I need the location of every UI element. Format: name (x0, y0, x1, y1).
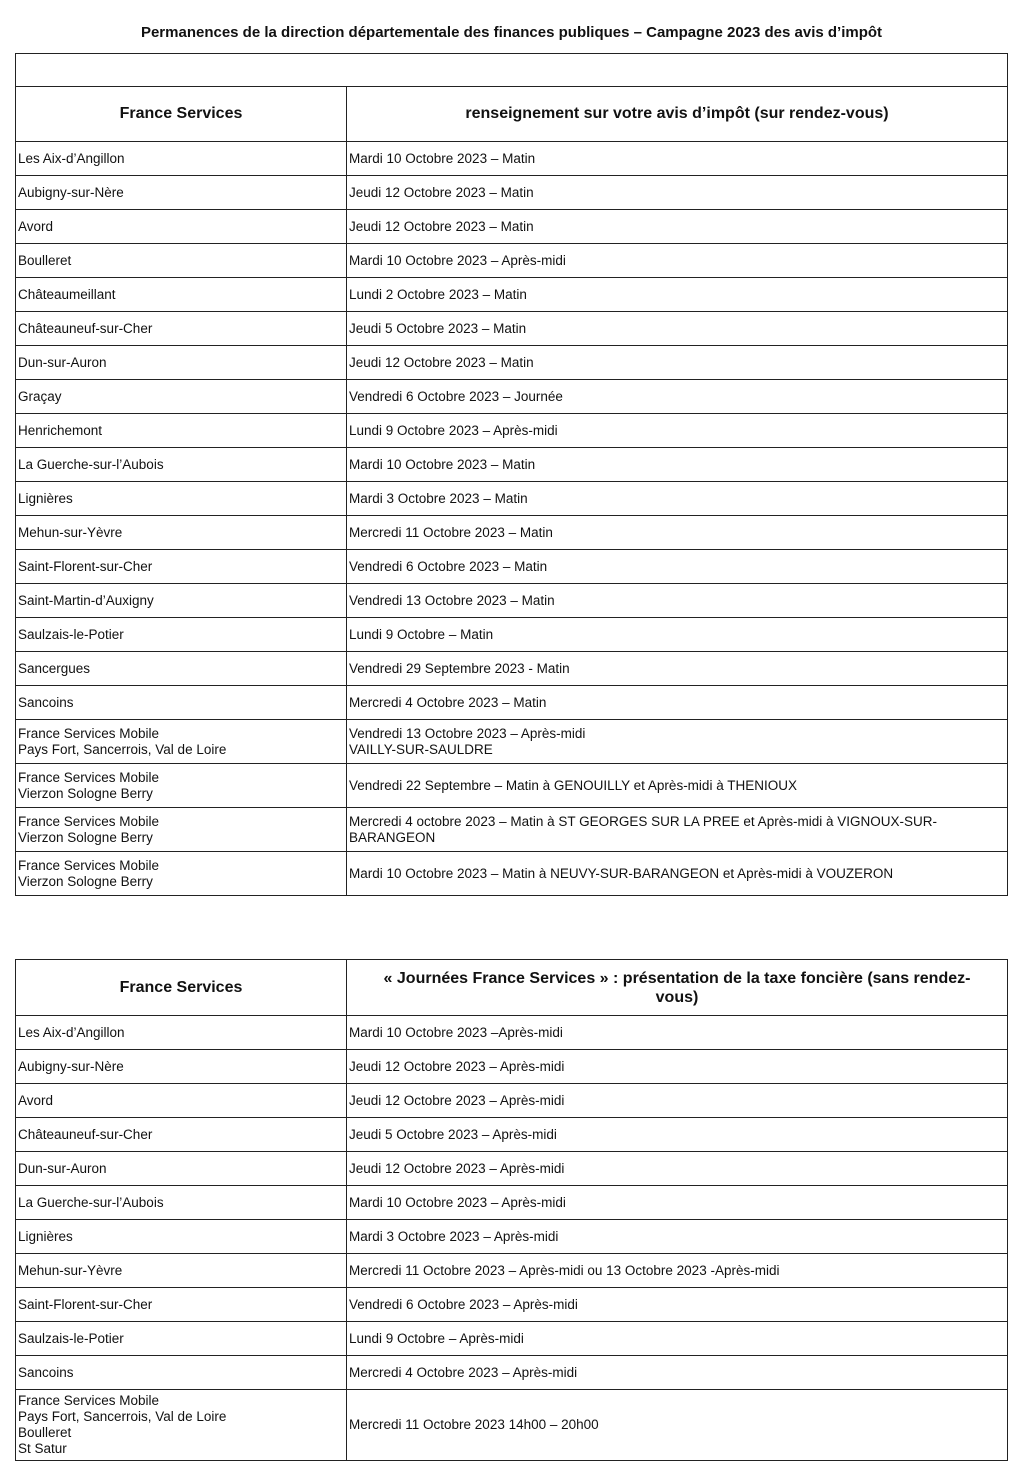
table-row (16, 380, 1008, 414)
table-row (16, 142, 1008, 176)
table-row (16, 1016, 1008, 1050)
date-cell: Jeudi 12 Octobre 2023 – Matin (347, 346, 1008, 380)
column-header-france-services: France Services (16, 960, 347, 1016)
date-cell: Vendredi 29 Septembre 2023 - Matin (347, 652, 1008, 686)
place-cell: Châteauneuf-sur-Cher (16, 312, 347, 346)
place-cell: France Services Mobile Pays Fort, Sancerrois, Val de Loire Boulleret St Satur (16, 1390, 347, 1461)
date-cell: Vendredi 13 Octobre 2023 – Après-midi VAILLY-SUR-SAULDRE (347, 720, 1008, 764)
table-row (16, 686, 1008, 720)
date-cell: Mardi 10 Octobre 2023 – Après-midi (347, 244, 1008, 278)
table-row (16, 448, 1008, 482)
place-cell: France Services Mobile Vierzon Sologne Berry (16, 764, 347, 808)
column-header-schedule: « Journées France Services » : présentation de la taxe foncière (sans rendez-vous) (347, 960, 1008, 1016)
date-cell: Jeudi 12 Octobre 2023 – Après-midi (347, 1084, 1008, 1118)
date-cell: Mardi 3 Octobre 2023 – Matin (347, 482, 1008, 516)
date-cell: Vendredi 6 Octobre 2023 – Journée (347, 380, 1008, 414)
date-cell: Mercredi 4 octobre 2023 – Matin à ST GEORGES SUR LA PREE et Après-midi à VIGNOUX-SUR-BARANGEON (347, 808, 1008, 852)
table-row (16, 346, 1008, 380)
table-header-row (16, 960, 1008, 1016)
place-cell: Lignières (16, 1220, 347, 1254)
place-cell: Boulleret (16, 244, 347, 278)
place-cell: Graçay (16, 380, 347, 414)
table-row (16, 1390, 1008, 1461)
place-cell: Châteaumeillant (16, 278, 347, 312)
place-cell: Sancoins (16, 1356, 347, 1390)
place-cell: Sancergues (16, 652, 347, 686)
page-title: Permanences de la direction départementale des finances publiques – Campagne 2023 des avis d’impôt (140, 24, 883, 41)
schedule-table-appointments (15, 53, 1008, 896)
place-cell: Saulzais-le-Potier (16, 618, 347, 652)
date-cell: Vendredi 22 Septembre – Matin à GENOUILLY et Après-midi à THENIOUX (347, 764, 1008, 808)
place-cell: Les Aix-d’Angillon (16, 1016, 347, 1050)
date-cell: Mardi 3 Octobre 2023 – Après-midi (347, 1220, 1008, 1254)
place-cell: Saint-Martin-d’Auxigny (16, 584, 347, 618)
date-cell: Mercredi 11 Octobre 2023 14h00 – 20h00 (347, 1390, 1008, 1461)
date-cell: Mardi 10 Octobre 2023 – Matin (347, 142, 1008, 176)
place-cell: Avord (16, 210, 347, 244)
table-row (16, 482, 1008, 516)
date-cell: Mardi 10 Octobre 2023 – Matin (347, 448, 1008, 482)
place-cell: Mehun-sur-Yèvre (16, 1254, 347, 1288)
date-cell: Mercredi 11 Octobre 2023 – Après-midi ou 13 Octobre 2023 -Après-midi (347, 1254, 1008, 1288)
table-row (16, 1186, 1008, 1220)
date-cell: Mardi 10 Octobre 2023 – Après-midi (347, 1186, 1008, 1220)
table-row (16, 1152, 1008, 1186)
table-row (16, 414, 1008, 448)
table-row (16, 516, 1008, 550)
place-cell: Mehun-sur-Yèvre (16, 516, 347, 550)
date-cell: Jeudi 12 Octobre 2023 – Après-midi (347, 1050, 1008, 1084)
table-row (16, 210, 1008, 244)
date-cell: Mercredi 4 Octobre 2023 – Matin (347, 686, 1008, 720)
place-cell: Lignières (16, 482, 347, 516)
date-cell: Jeudi 5 Octobre 2023 – Après-midi (347, 1118, 1008, 1152)
date-cell: Jeudi 12 Octobre 2023 – Matin (347, 176, 1008, 210)
date-cell: Vendredi 13 Octobre 2023 – Matin (347, 584, 1008, 618)
place-cell: Saint-Florent-sur-Cher (16, 1288, 347, 1322)
table-row (16, 1220, 1008, 1254)
date-cell: Vendredi 6 Octobre 2023 – Après-midi (347, 1288, 1008, 1322)
schedule-table-property-tax (15, 959, 1008, 1461)
place-cell: Dun-sur-Auron (16, 346, 347, 380)
place-cell: Les Aix-d’Angillon (16, 142, 347, 176)
table-row (16, 176, 1008, 210)
date-cell: Jeudi 12 Octobre 2023 – Matin (347, 210, 1008, 244)
date-cell: Mardi 10 Octobre 2023 – Matin à NEUVY-SUR-BARANGEON et Après-midi à VOUZERON (347, 852, 1008, 896)
empty-cell (16, 54, 1008, 87)
place-cell: Dun-sur-Auron (16, 1152, 347, 1186)
place-cell: La Guerche-sur-l’Aubois (16, 1186, 347, 1220)
column-header-schedule: renseignement sur votre avis d’impôt (sur rendez-vous) (347, 87, 1008, 142)
place-cell: Avord (16, 1084, 347, 1118)
date-cell: Vendredi 6 Octobre 2023 – Matin (347, 550, 1008, 584)
place-cell: Sancoins (16, 686, 347, 720)
table-row (16, 1322, 1008, 1356)
table-row (16, 1118, 1008, 1152)
table-row (16, 808, 1008, 852)
place-cell: Châteauneuf-sur-Cher (16, 1118, 347, 1152)
table-row (16, 618, 1008, 652)
table-row (16, 312, 1008, 346)
table-row (16, 720, 1008, 764)
table-row (16, 652, 1008, 686)
table-row (16, 244, 1008, 278)
date-cell: Mardi 10 Octobre 2023 –Après-midi (347, 1016, 1008, 1050)
date-cell: Jeudi 5 Octobre 2023 – Matin (347, 312, 1008, 346)
date-cell: Lundi 9 Octobre – Matin (347, 618, 1008, 652)
date-cell: Mercredi 11 Octobre 2023 – Matin (347, 516, 1008, 550)
column-header-france-services: France Services (16, 87, 347, 142)
date-cell: Lundi 9 Octobre 2023 – Après-midi (347, 414, 1008, 448)
table-header-row (16, 87, 1008, 142)
place-cell: France Services Mobile Vierzon Sologne Berry (16, 808, 347, 852)
table-row (16, 1254, 1008, 1288)
place-cell: Henrichemont (16, 414, 347, 448)
place-cell: Aubigny-sur-Nère (16, 176, 347, 210)
place-cell: France Services Mobile Pays Fort, Sancerrois, Val de Loire (16, 720, 347, 764)
table-row (16, 278, 1008, 312)
date-cell: Lundi 2 Octobre 2023 – Matin (347, 278, 1008, 312)
table-row (16, 1356, 1008, 1390)
table-row (16, 1084, 1008, 1118)
place-cell: La Guerche-sur-l’Aubois (16, 448, 347, 482)
place-cell: Saulzais-le-Potier (16, 1322, 347, 1356)
table-row (16, 1288, 1008, 1322)
place-cell: France Services Mobile Vierzon Sologne Berry (16, 852, 347, 896)
date-cell: Lundi 9 Octobre – Après-midi (347, 1322, 1008, 1356)
date-cell: Mercredi 4 Octobre 2023 – Après-midi (347, 1356, 1008, 1390)
date-cell: Jeudi 12 Octobre 2023 – Après-midi (347, 1152, 1008, 1186)
table-row (16, 852, 1008, 896)
empty-row (16, 54, 1008, 87)
table-row (16, 550, 1008, 584)
place-cell: Saint-Florent-sur-Cher (16, 550, 347, 584)
table-row (16, 1050, 1008, 1084)
table-row (16, 584, 1008, 618)
table-row (16, 764, 1008, 808)
place-cell: Aubigny-sur-Nère (16, 1050, 347, 1084)
